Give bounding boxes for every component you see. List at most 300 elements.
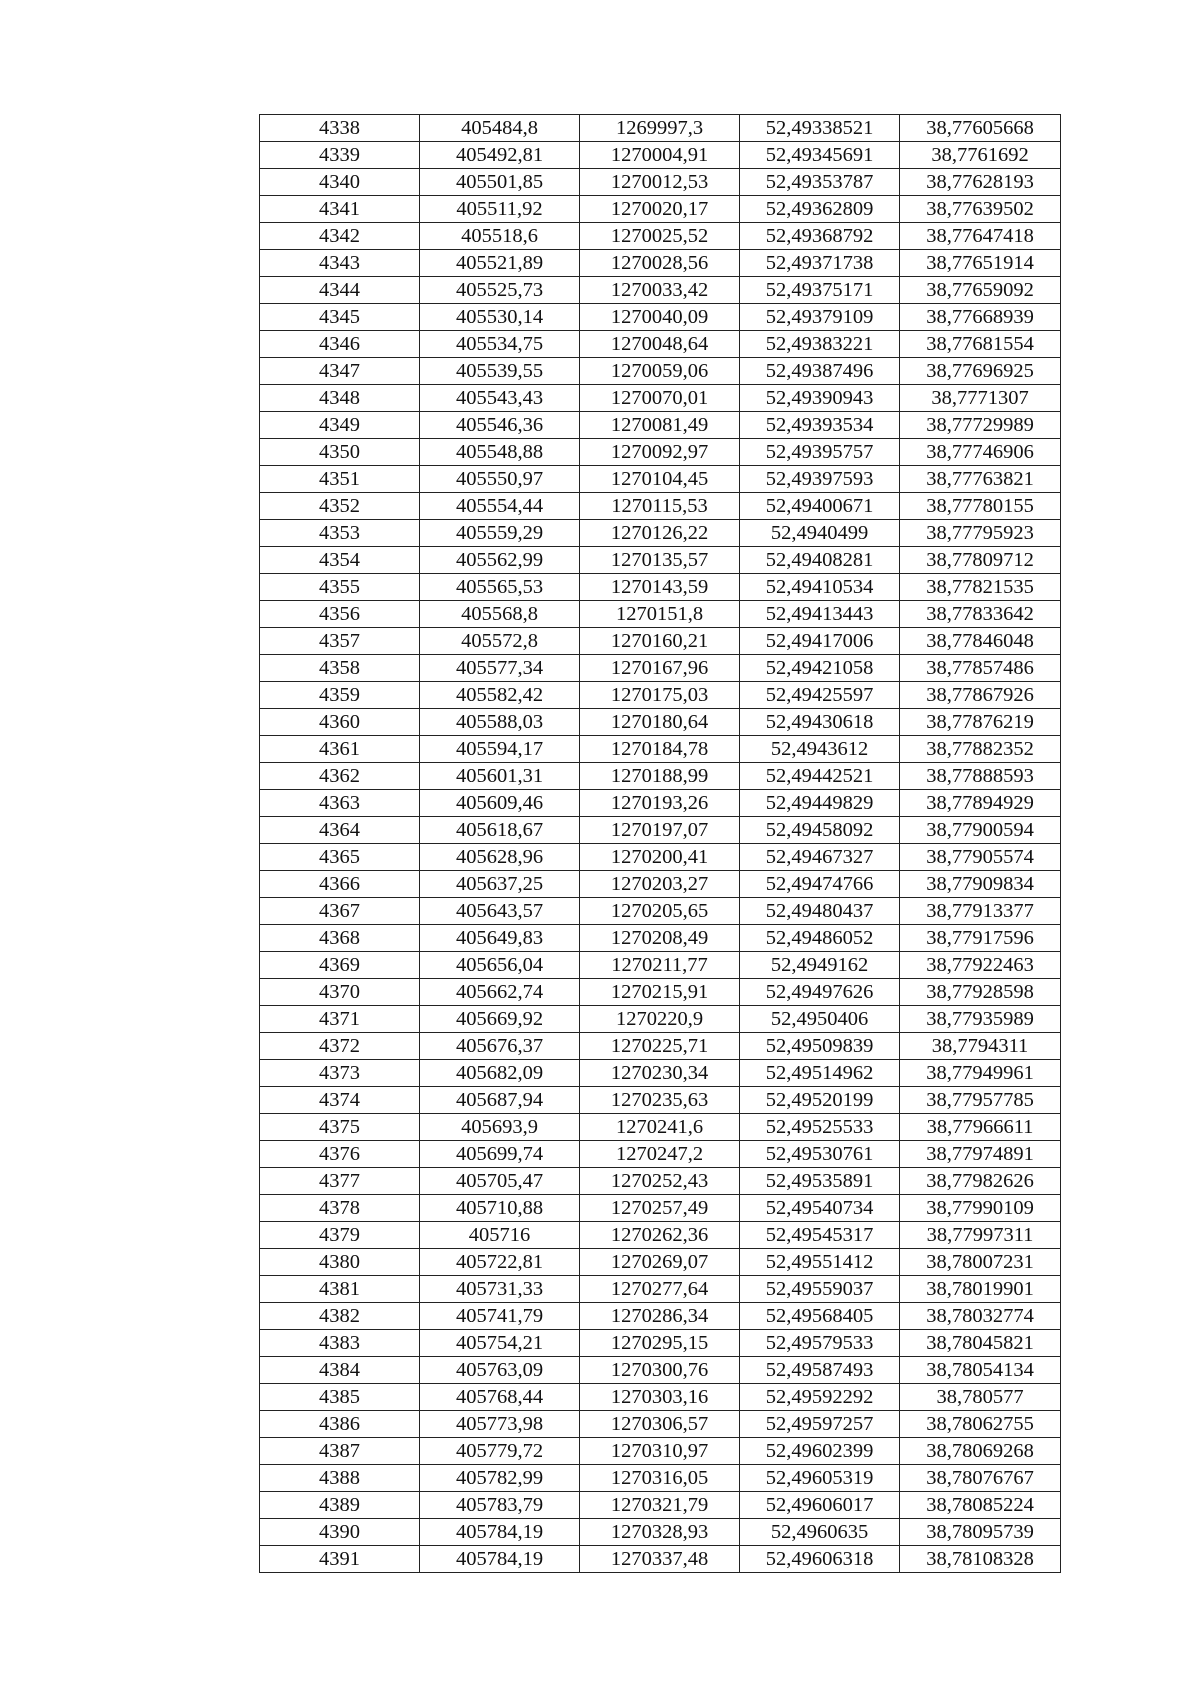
latitude-cell: 52,49410534	[740, 574, 900, 601]
longitude-cell: 38,77888593	[900, 763, 1061, 790]
x-coordinate-cell: 405565,53	[420, 574, 580, 601]
longitude-cell: 38,77857486	[900, 655, 1061, 682]
longitude-cell: 38,78062755	[900, 1411, 1061, 1438]
y-coordinate-cell: 1270269,07	[580, 1249, 740, 1276]
point-number-cell: 4367	[260, 898, 420, 925]
longitude-cell: 38,77659092	[900, 277, 1061, 304]
table-row	[260, 277, 1061, 304]
point-number-cell: 4381	[260, 1276, 420, 1303]
table-row	[260, 385, 1061, 412]
longitude-cell: 38,77780155	[900, 493, 1061, 520]
point-number-cell: 4376	[260, 1141, 420, 1168]
latitude-cell: 52,49430618	[740, 709, 900, 736]
latitude-cell: 52,49559037	[740, 1276, 900, 1303]
table-row	[260, 1519, 1061, 1546]
point-number-cell: 4370	[260, 979, 420, 1006]
x-coordinate-cell: 405572,8	[420, 628, 580, 655]
latitude-cell: 52,49606017	[740, 1492, 900, 1519]
x-coordinate-cell: 405782,99	[420, 1465, 580, 1492]
latitude-cell: 52,49497626	[740, 979, 900, 1006]
point-number-cell: 4350	[260, 439, 420, 466]
x-coordinate-cell: 405501,85	[420, 169, 580, 196]
point-number-cell: 4363	[260, 790, 420, 817]
longitude-cell: 38,77905574	[900, 844, 1061, 871]
longitude-cell: 38,77909834	[900, 871, 1061, 898]
longitude-cell: 38,77668939	[900, 304, 1061, 331]
x-coordinate-cell: 405530,14	[420, 304, 580, 331]
latitude-cell: 52,49393534	[740, 412, 900, 439]
longitude-cell: 38,77647418	[900, 223, 1061, 250]
longitude-cell: 38,77746906	[900, 439, 1061, 466]
table-row	[260, 1168, 1061, 1195]
y-coordinate-cell: 1270220,9	[580, 1006, 740, 1033]
point-number-cell: 4341	[260, 196, 420, 223]
point-number-cell: 4372	[260, 1033, 420, 1060]
x-coordinate-cell: 405693,9	[420, 1114, 580, 1141]
y-coordinate-cell: 1270059,06	[580, 358, 740, 385]
x-coordinate-cell: 405710,88	[420, 1195, 580, 1222]
point-number-cell: 4380	[260, 1249, 420, 1276]
table-row	[260, 1438, 1061, 1465]
y-coordinate-cell: 1270211,77	[580, 952, 740, 979]
point-number-cell: 4351	[260, 466, 420, 493]
x-coordinate-cell: 405550,97	[420, 466, 580, 493]
y-coordinate-cell: 1270115,53	[580, 493, 740, 520]
y-coordinate-cell: 1270160,21	[580, 628, 740, 655]
table-row	[260, 520, 1061, 547]
longitude-cell: 38,77882352	[900, 736, 1061, 763]
table-row	[260, 169, 1061, 196]
y-coordinate-cell: 1270092,97	[580, 439, 740, 466]
latitude-cell: 52,49530761	[740, 1141, 900, 1168]
table-row	[260, 736, 1061, 763]
latitude-cell: 52,49379109	[740, 304, 900, 331]
y-coordinate-cell: 1270208,49	[580, 925, 740, 952]
table-row	[260, 979, 1061, 1006]
x-coordinate-cell: 405525,73	[420, 277, 580, 304]
y-coordinate-cell: 1270135,57	[580, 547, 740, 574]
table-row	[260, 196, 1061, 223]
y-coordinate-cell: 1270235,63	[580, 1087, 740, 1114]
longitude-cell: 38,7761692	[900, 142, 1061, 169]
longitude-cell: 38,78108328	[900, 1546, 1061, 1573]
point-number-cell: 4379	[260, 1222, 420, 1249]
table-row	[260, 331, 1061, 358]
latitude-cell: 52,49545317	[740, 1222, 900, 1249]
x-coordinate-cell: 405521,89	[420, 250, 580, 277]
y-coordinate-cell: 1270188,99	[580, 763, 740, 790]
y-coordinate-cell: 1270321,79	[580, 1492, 740, 1519]
y-coordinate-cell: 1270310,97	[580, 1438, 740, 1465]
latitude-cell: 52,49338521	[740, 115, 900, 142]
longitude-cell: 38,77729989	[900, 412, 1061, 439]
longitude-cell: 38,77935989	[900, 1006, 1061, 1033]
x-coordinate-cell: 405763,09	[420, 1357, 580, 1384]
point-number-cell: 4359	[260, 682, 420, 709]
x-coordinate-cell: 405546,36	[420, 412, 580, 439]
x-coordinate-cell: 405588,03	[420, 709, 580, 736]
longitude-cell: 38,77982626	[900, 1168, 1061, 1195]
latitude-cell: 52,4949162	[740, 952, 900, 979]
y-coordinate-cell: 1270230,34	[580, 1060, 740, 1087]
longitude-cell: 38,78007231	[900, 1249, 1061, 1276]
longitude-cell: 38,77913377	[900, 898, 1061, 925]
x-coordinate-cell: 405699,74	[420, 1141, 580, 1168]
y-coordinate-cell: 1270306,57	[580, 1411, 740, 1438]
x-coordinate-cell: 405484,8	[420, 115, 580, 142]
y-coordinate-cell: 1270175,03	[580, 682, 740, 709]
point-number-cell: 4343	[260, 250, 420, 277]
latitude-cell: 52,49458092	[740, 817, 900, 844]
longitude-cell: 38,77809712	[900, 547, 1061, 574]
longitude-cell: 38,77605668	[900, 115, 1061, 142]
point-number-cell: 4361	[260, 736, 420, 763]
longitude-cell: 38,77949961	[900, 1060, 1061, 1087]
table-row	[260, 655, 1061, 682]
y-coordinate-cell: 1270033,42	[580, 277, 740, 304]
longitude-cell: 38,77763821	[900, 466, 1061, 493]
y-coordinate-cell: 1270104,45	[580, 466, 740, 493]
y-coordinate-cell: 1270020,17	[580, 196, 740, 223]
y-coordinate-cell: 1270205,65	[580, 898, 740, 925]
longitude-cell: 38,77639502	[900, 196, 1061, 223]
x-coordinate-cell: 405662,74	[420, 979, 580, 1006]
longitude-cell: 38,78085224	[900, 1492, 1061, 1519]
x-coordinate-cell: 405601,31	[420, 763, 580, 790]
x-coordinate-cell: 405618,67	[420, 817, 580, 844]
x-coordinate-cell: 405649,83	[420, 925, 580, 952]
y-coordinate-cell: 1270257,49	[580, 1195, 740, 1222]
point-number-cell: 4384	[260, 1357, 420, 1384]
longitude-cell: 38,77628193	[900, 169, 1061, 196]
latitude-cell: 52,49474766	[740, 871, 900, 898]
latitude-cell: 52,49597257	[740, 1411, 900, 1438]
latitude-cell: 52,49605319	[740, 1465, 900, 1492]
longitude-cell: 38,78045821	[900, 1330, 1061, 1357]
table-row	[260, 844, 1061, 871]
latitude-cell: 52,49520199	[740, 1087, 900, 1114]
x-coordinate-cell: 405637,25	[420, 871, 580, 898]
x-coordinate-cell: 405568,8	[420, 601, 580, 628]
y-coordinate-cell: 1270048,64	[580, 331, 740, 358]
latitude-cell: 52,49390943	[740, 385, 900, 412]
x-coordinate-cell: 405548,88	[420, 439, 580, 466]
longitude-cell: 38,78095739	[900, 1519, 1061, 1546]
point-number-cell: 4344	[260, 277, 420, 304]
x-coordinate-cell: 405562,99	[420, 547, 580, 574]
x-coordinate-cell: 405784,19	[420, 1546, 580, 1573]
table-row	[260, 1141, 1061, 1168]
x-coordinate-cell: 405554,44	[420, 493, 580, 520]
longitude-cell: 38,78076767	[900, 1465, 1061, 1492]
x-coordinate-cell: 405656,04	[420, 952, 580, 979]
table-row	[260, 1303, 1061, 1330]
longitude-cell: 38,77966611	[900, 1114, 1061, 1141]
x-coordinate-cell: 405518,6	[420, 223, 580, 250]
x-coordinate-cell: 405669,92	[420, 1006, 580, 1033]
latitude-cell: 52,49413443	[740, 601, 900, 628]
longitude-cell: 38,780577	[900, 1384, 1061, 1411]
table-row	[260, 547, 1061, 574]
latitude-cell: 52,49535891	[740, 1168, 900, 1195]
table-row	[260, 358, 1061, 385]
x-coordinate-cell: 405768,44	[420, 1384, 580, 1411]
y-coordinate-cell: 1270200,41	[580, 844, 740, 871]
point-number-cell: 4347	[260, 358, 420, 385]
x-coordinate-cell: 405783,79	[420, 1492, 580, 1519]
point-number-cell: 4375	[260, 1114, 420, 1141]
longitude-cell: 38,77867926	[900, 682, 1061, 709]
table-row	[260, 1249, 1061, 1276]
point-number-cell: 4386	[260, 1411, 420, 1438]
latitude-cell: 52,49525533	[740, 1114, 900, 1141]
point-number-cell: 4366	[260, 871, 420, 898]
point-number-cell: 4346	[260, 331, 420, 358]
latitude-cell: 52,49345691	[740, 142, 900, 169]
table-row	[260, 250, 1061, 277]
latitude-cell: 52,49400671	[740, 493, 900, 520]
table-row	[260, 1033, 1061, 1060]
latitude-cell: 52,49408281	[740, 547, 900, 574]
x-coordinate-cell: 405609,46	[420, 790, 580, 817]
latitude-cell: 52,49395757	[740, 439, 900, 466]
table-row	[260, 1276, 1061, 1303]
point-number-cell: 4352	[260, 493, 420, 520]
latitude-cell: 52,4940499	[740, 520, 900, 547]
y-coordinate-cell: 1270252,43	[580, 1168, 740, 1195]
x-coordinate-cell: 405705,47	[420, 1168, 580, 1195]
latitude-cell: 52,4950406	[740, 1006, 900, 1033]
table-row	[260, 628, 1061, 655]
table-row	[260, 1330, 1061, 1357]
table-row	[260, 817, 1061, 844]
table-row	[260, 1384, 1061, 1411]
table-row	[260, 115, 1061, 142]
longitude-cell: 38,77997311	[900, 1222, 1061, 1249]
point-number-cell: 4390	[260, 1519, 420, 1546]
point-number-cell: 4362	[260, 763, 420, 790]
table-row	[260, 1006, 1061, 1033]
longitude-cell: 38,78054134	[900, 1357, 1061, 1384]
longitude-cell: 38,77900594	[900, 817, 1061, 844]
longitude-cell: 38,7771307	[900, 385, 1061, 412]
latitude-cell: 52,49606318	[740, 1546, 900, 1573]
y-coordinate-cell: 1270126,22	[580, 520, 740, 547]
longitude-cell: 38,77651914	[900, 250, 1061, 277]
y-coordinate-cell: 1270295,15	[580, 1330, 740, 1357]
latitude-cell: 52,49486052	[740, 925, 900, 952]
y-coordinate-cell: 1270247,2	[580, 1141, 740, 1168]
y-coordinate-cell: 1270303,16	[580, 1384, 740, 1411]
longitude-cell: 38,77795923	[900, 520, 1061, 547]
longitude-cell: 38,77957785	[900, 1087, 1061, 1114]
latitude-cell: 52,49592292	[740, 1384, 900, 1411]
x-coordinate-cell: 405559,29	[420, 520, 580, 547]
latitude-cell: 52,49551412	[740, 1249, 900, 1276]
point-number-cell: 4358	[260, 655, 420, 682]
longitude-cell: 38,78019901	[900, 1276, 1061, 1303]
point-number-cell: 4338	[260, 115, 420, 142]
longitude-cell: 38,77821535	[900, 574, 1061, 601]
x-coordinate-cell: 405687,94	[420, 1087, 580, 1114]
latitude-cell: 52,49362809	[740, 196, 900, 223]
table-row	[260, 304, 1061, 331]
table-row	[260, 790, 1061, 817]
longitude-cell: 38,78069268	[900, 1438, 1061, 1465]
y-coordinate-cell: 1270316,05	[580, 1465, 740, 1492]
point-number-cell: 4378	[260, 1195, 420, 1222]
longitude-cell: 38,77681554	[900, 331, 1061, 358]
point-number-cell: 4385	[260, 1384, 420, 1411]
table-row	[260, 574, 1061, 601]
x-coordinate-cell: 405731,33	[420, 1276, 580, 1303]
point-number-cell: 4371	[260, 1006, 420, 1033]
y-coordinate-cell: 1270215,91	[580, 979, 740, 1006]
x-coordinate-cell: 405582,42	[420, 682, 580, 709]
x-coordinate-cell: 405534,75	[420, 331, 580, 358]
x-coordinate-cell: 405543,43	[420, 385, 580, 412]
point-number-cell: 4364	[260, 817, 420, 844]
y-coordinate-cell: 1270040,09	[580, 304, 740, 331]
table-row	[260, 1087, 1061, 1114]
table-row	[260, 925, 1061, 952]
y-coordinate-cell: 1269997,3	[580, 115, 740, 142]
y-coordinate-cell: 1270277,64	[580, 1276, 740, 1303]
latitude-cell: 52,49421058	[740, 655, 900, 682]
point-number-cell: 4365	[260, 844, 420, 871]
y-coordinate-cell: 1270241,6	[580, 1114, 740, 1141]
longitude-cell: 38,77922463	[900, 952, 1061, 979]
latitude-cell: 52,49387496	[740, 358, 900, 385]
y-coordinate-cell: 1270143,59	[580, 574, 740, 601]
table-row	[260, 1492, 1061, 1519]
table-row	[260, 1114, 1061, 1141]
latitude-cell: 52,49480437	[740, 898, 900, 925]
longitude-cell: 38,77917596	[900, 925, 1061, 952]
latitude-cell: 52,49602399	[740, 1438, 900, 1465]
x-coordinate-cell: 405741,79	[420, 1303, 580, 1330]
latitude-cell: 52,49353787	[740, 169, 900, 196]
longitude-cell: 38,77696925	[900, 358, 1061, 385]
table-row	[260, 601, 1061, 628]
table-row	[260, 763, 1061, 790]
point-number-cell: 4356	[260, 601, 420, 628]
table-row	[260, 1060, 1061, 1087]
y-coordinate-cell: 1270328,93	[580, 1519, 740, 1546]
y-coordinate-cell: 1270225,71	[580, 1033, 740, 1060]
y-coordinate-cell: 1270184,78	[580, 736, 740, 763]
table-row	[260, 709, 1061, 736]
table-row	[260, 1411, 1061, 1438]
latitude-cell: 52,49383221	[740, 331, 900, 358]
latitude-cell: 52,4943612	[740, 736, 900, 763]
longitude-cell: 38,77894929	[900, 790, 1061, 817]
y-coordinate-cell: 1270025,52	[580, 223, 740, 250]
latitude-cell: 52,49417006	[740, 628, 900, 655]
y-coordinate-cell: 1270197,07	[580, 817, 740, 844]
x-coordinate-cell: 405676,37	[420, 1033, 580, 1060]
point-number-cell: 4340	[260, 169, 420, 196]
latitude-cell: 52,4960635	[740, 1519, 900, 1546]
table-row	[260, 1222, 1061, 1249]
coordinates-table	[259, 114, 1061, 1573]
x-coordinate-cell: 405754,21	[420, 1330, 580, 1357]
table-row	[260, 466, 1061, 493]
y-coordinate-cell: 1270337,48	[580, 1546, 740, 1573]
table-row	[260, 898, 1061, 925]
latitude-cell: 52,49587493	[740, 1357, 900, 1384]
y-coordinate-cell: 1270070,01	[580, 385, 740, 412]
longitude-cell: 38,77833642	[900, 601, 1061, 628]
y-coordinate-cell: 1270203,27	[580, 871, 740, 898]
point-number-cell: 4377	[260, 1168, 420, 1195]
table-row	[260, 142, 1061, 169]
table-row	[260, 1546, 1061, 1573]
point-number-cell: 4382	[260, 1303, 420, 1330]
table-row	[260, 871, 1061, 898]
table-row	[260, 412, 1061, 439]
table-row	[260, 1357, 1061, 1384]
table-row	[260, 952, 1061, 979]
table-row	[260, 682, 1061, 709]
point-number-cell: 4349	[260, 412, 420, 439]
point-number-cell: 4339	[260, 142, 420, 169]
longitude-cell: 38,77846048	[900, 628, 1061, 655]
latitude-cell: 52,49368792	[740, 223, 900, 250]
x-coordinate-cell: 405539,55	[420, 358, 580, 385]
y-coordinate-cell: 1270300,76	[580, 1357, 740, 1384]
point-number-cell: 4348	[260, 385, 420, 412]
longitude-cell: 38,77990109	[900, 1195, 1061, 1222]
latitude-cell: 52,49509839	[740, 1033, 900, 1060]
y-coordinate-cell: 1270193,26	[580, 790, 740, 817]
x-coordinate-cell: 405716	[420, 1222, 580, 1249]
point-number-cell: 4355	[260, 574, 420, 601]
x-coordinate-cell: 405773,98	[420, 1411, 580, 1438]
latitude-cell: 52,49540734	[740, 1195, 900, 1222]
point-number-cell: 4383	[260, 1330, 420, 1357]
point-number-cell: 4388	[260, 1465, 420, 1492]
point-number-cell: 4373	[260, 1060, 420, 1087]
longitude-cell: 38,77928598	[900, 979, 1061, 1006]
x-coordinate-cell: 405492,81	[420, 142, 580, 169]
latitude-cell: 52,49449829	[740, 790, 900, 817]
latitude-cell: 52,49579533	[740, 1330, 900, 1357]
x-coordinate-cell: 405628,96	[420, 844, 580, 871]
x-coordinate-cell: 405722,81	[420, 1249, 580, 1276]
y-coordinate-cell: 1270151,8	[580, 601, 740, 628]
y-coordinate-cell: 1270012,53	[580, 169, 740, 196]
latitude-cell: 52,49467327	[740, 844, 900, 871]
table-row	[260, 1465, 1061, 1492]
y-coordinate-cell: 1270262,36	[580, 1222, 740, 1249]
point-number-cell: 4387	[260, 1438, 420, 1465]
x-coordinate-cell: 405779,72	[420, 1438, 580, 1465]
x-coordinate-cell: 405594,17	[420, 736, 580, 763]
point-number-cell: 4357	[260, 628, 420, 655]
table-row	[260, 223, 1061, 250]
y-coordinate-cell: 1270286,34	[580, 1303, 740, 1330]
point-number-cell: 4345	[260, 304, 420, 331]
longitude-cell: 38,77974891	[900, 1141, 1061, 1168]
y-coordinate-cell: 1270081,49	[580, 412, 740, 439]
point-number-cell: 4368	[260, 925, 420, 952]
x-coordinate-cell: 405784,19	[420, 1519, 580, 1546]
table-row	[260, 493, 1061, 520]
latitude-cell: 52,49442521	[740, 763, 900, 790]
x-coordinate-cell: 405682,09	[420, 1060, 580, 1087]
y-coordinate-cell: 1270004,91	[580, 142, 740, 169]
